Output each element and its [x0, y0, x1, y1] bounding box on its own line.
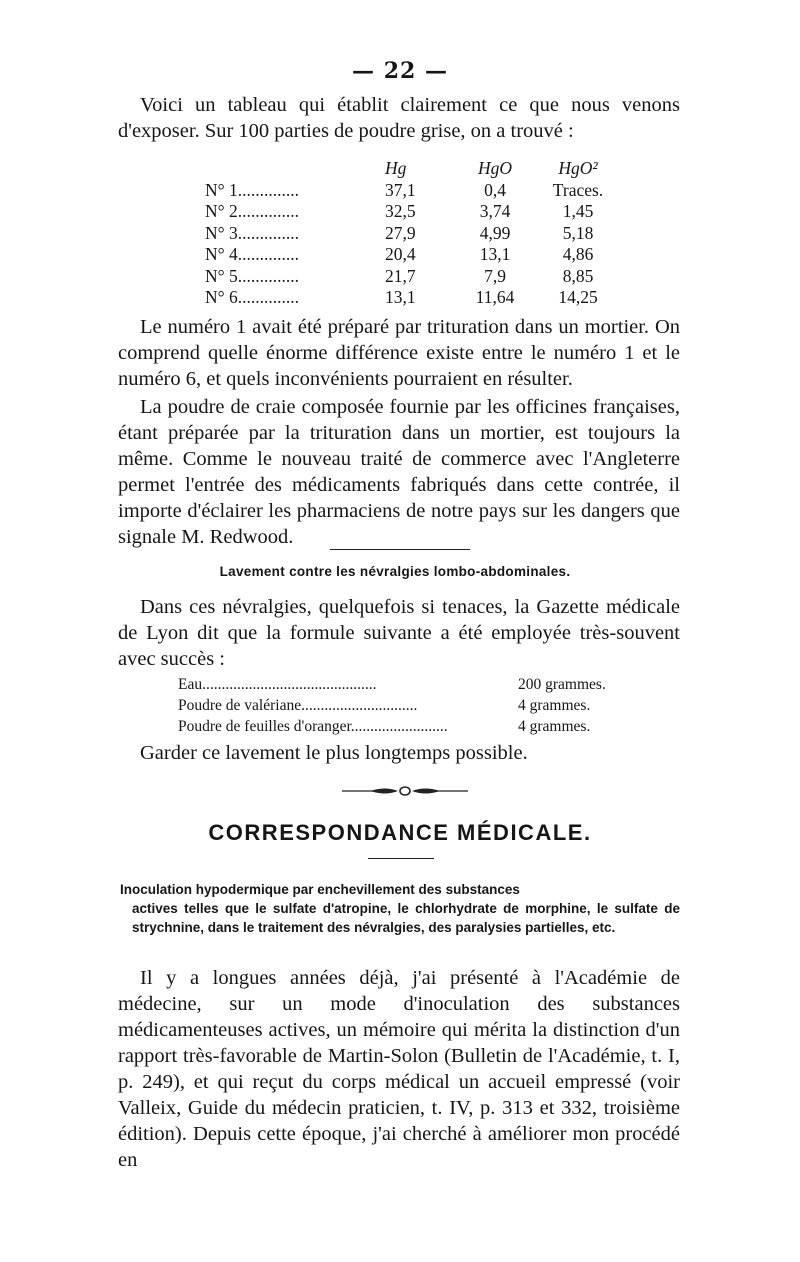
table-row: N° 3.............. 27,9 4,99 5,18: [205, 222, 594, 243]
page-number: — 22 —: [352, 58, 448, 84]
paragraph-nevralgies-text: Dans ces névralgies, quelquefois si tenaces, la Gazette médicale de Lyon dit que la formule suivante a été employée très-souvent avec succès :: [118, 596, 680, 670]
paragraph-poudre-craie: [118, 394, 680, 550]
table-header-hgo2: HgO²: [558, 158, 598, 179]
section-title: CORRESPONDANCE MÉDICALE.: [208, 820, 592, 845]
recipe-item: Eau............................................. 200 grammes.: [178, 676, 606, 693]
table-header-hgo: HgO: [477, 158, 513, 179]
mercury-composition-table: [205, 158, 613, 309]
section-divider: [330, 549, 470, 550]
paragraph-nevralgies: [118, 594, 680, 672]
table-header-hg: Hg: [385, 158, 407, 179]
subheading-line1: Inoculation hypodermique par enchevillement des substances: [120, 882, 520, 897]
paragraph-inoculation: [118, 965, 680, 1173]
table-row: N° 1.............. 37,1 0,4 Traces.: [205, 179, 604, 200]
recipe-list: [178, 676, 638, 739]
table-row: N° 5.............. 21,7 7,9 8,85: [205, 265, 594, 286]
paragraph-poudre-craie-text: La poudre de craie composée fournie par les officines françaises, étant préparée par la trituration dans un mortier, est toujours la même. Comme le nouveau traité de commerce avec l'Angleterre permet l'entrée des médicaments fabriqués dans cette contrée, il importe d'éclairer les pharmaciens de notre pays sur les dangers que signale M. Redwood.: [118, 396, 680, 548]
table-header-row: [205, 158, 613, 180]
subheading-rest: actives telles que le sulfate d'atropine, le chlorhydrate de morphine, le sulfate de strychnine, dans le traitement des névralgies, des paralysies partielles, etc.: [132, 901, 680, 935]
recipe-item: Poudre de feuilles d'oranger......................... 4 grammes.: [178, 718, 591, 735]
paragraph-numero-text: Le numéro 1 avait été préparé par trituration dans un mortier. On comprend quelle énorme différence existe entre le numéro 1 et le numéro 6, et quels inconvénients pourraient en résulter.: [118, 316, 680, 390]
section-subheading: [120, 880, 680, 937]
table-row: N° 6.............. 13,1 11,64 14,25: [205, 287, 598, 308]
table-row: N° 4.............. 20,4 13,1 4,86: [205, 244, 594, 265]
section-heading-lavement: Lavement contre les névralgies lombo-abdominales.: [219, 564, 571, 579]
paragraph-numero: [118, 314, 680, 392]
paragraph-garder-text: Garder ce lavement le plus longtemps possible.: [140, 742, 528, 764]
paragraph-inoculation-text: Il y a longues années déjà, j'ai présenté à l'Académie de médecine, sur un mode d'inoculation des substances médicamenteuses actives, un mémoire qui mérita la distinction d'un rapport très-favorable de Martin-Solon (Bulletin de l'Académie, t. I, p. 249), et qui reçut du corps médical un accueil empressé (voir Valleix, Guide du médecin praticien, t. IV, p. 313 et 332, troisième édition). Depuis cette époque, j'ai cherché à améliorer mon procédé en: [118, 967, 680, 1171]
paragraph-garder: [118, 740, 680, 766]
table-row: N° 2.............. 32,5 3,74 1,45: [205, 201, 594, 222]
ornament-divider-icon: [340, 783, 470, 799]
title-underline: [368, 858, 434, 859]
paragraph-intro: [118, 92, 680, 144]
recipe-item: Poudre de valériane.............................. 4 grammes.: [178, 697, 591, 714]
paragraph-intro-text: Voici un tableau qui établit clairement ce que nous venons d'exposer. Sur 100 parties de poudre grise, on a trouvé :: [118, 94, 680, 142]
